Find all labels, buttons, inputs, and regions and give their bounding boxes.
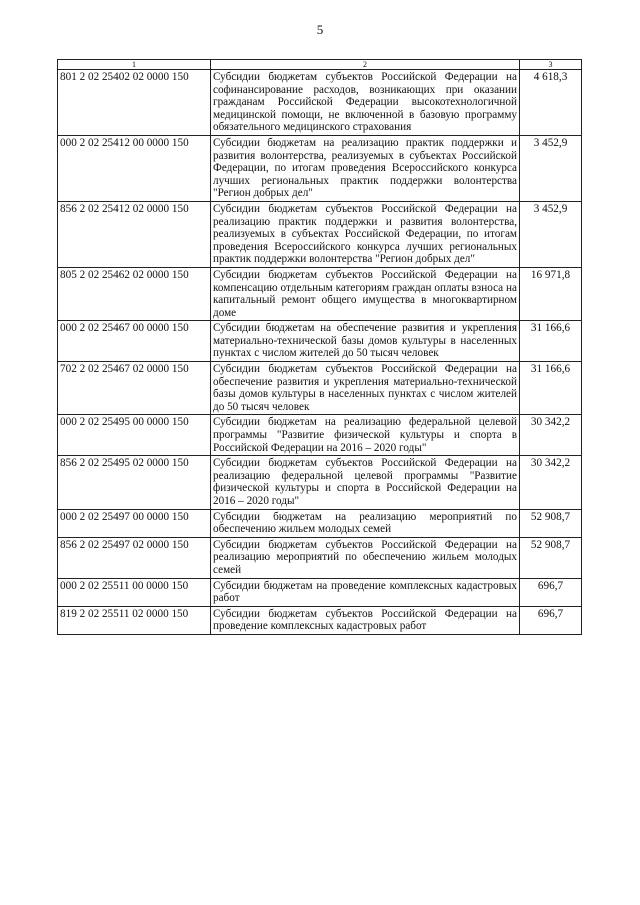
row-code: 000 2 02 25412 00 0000 150 bbox=[58, 135, 211, 201]
row-amount: 3 452,9 bbox=[520, 201, 582, 267]
table-row bbox=[58, 70, 582, 136]
row-description: Субсидии бюджетам на реализацию федеральной целевой программы "Развитие физической культуры и спорта в Российской Федерации на 2016 – 2020 годы" bbox=[211, 415, 520, 456]
table-row bbox=[58, 578, 582, 606]
row-code: 801 2 02 25402 02 0000 150 bbox=[58, 70, 211, 136]
table-row bbox=[58, 415, 582, 456]
column-header-3: 3 bbox=[520, 60, 582, 70]
table-row bbox=[58, 135, 582, 201]
column-header-1: 1 bbox=[58, 60, 211, 70]
row-description: Субсидии бюджетам субъектов Российской Федерации на проведение комплексных кадастровых работ bbox=[211, 606, 520, 634]
table-row bbox=[58, 267, 582, 320]
row-code: 856 2 02 25497 02 0000 150 bbox=[58, 537, 211, 578]
page-number: 5 bbox=[316, 22, 324, 37]
row-description: Субсидии бюджетам на реализацию мероприятий по обеспечению жильем молодых семей bbox=[211, 509, 520, 537]
row-amount: 16 971,8 bbox=[520, 267, 582, 320]
row-code: 000 2 02 25495 00 0000 150 bbox=[58, 415, 211, 456]
table-row bbox=[58, 321, 582, 362]
row-description: Субсидии бюджетам субъектов Российской Федерации на обеспечение развития и укрепления материально-технической базы домов культуры в населенных пунктах с числом жителей до 50 тысяч человек bbox=[211, 362, 520, 415]
row-code: 702 2 02 25467 02 0000 150 bbox=[58, 362, 211, 415]
row-code: 000 2 02 25467 00 0000 150 bbox=[58, 321, 211, 362]
row-amount: 30 342,2 bbox=[520, 456, 582, 509]
row-code: 805 2 02 25462 02 0000 150 bbox=[58, 267, 211, 320]
row-code: 000 2 02 25511 00 0000 150 bbox=[58, 578, 211, 606]
row-description: Субсидии бюджетам субъектов Российской Федерации на реализацию мероприятий по обеспечению жильем молодых семей bbox=[211, 537, 520, 578]
row-amount: 3 452,9 bbox=[520, 135, 582, 201]
row-code: 856 2 02 25495 02 0000 150 bbox=[58, 456, 211, 509]
row-amount: 696,7 bbox=[520, 606, 582, 634]
column-header-2: 2 bbox=[211, 60, 520, 70]
row-amount: 31 166,6 bbox=[520, 362, 582, 415]
table-row bbox=[58, 606, 582, 634]
table-row bbox=[58, 456, 582, 509]
row-amount: 4 618,3 bbox=[520, 70, 582, 136]
row-description: Субсидии бюджетам субъектов Российской Федерации на софинансирование расходов, возникающих при оказании гражданам Российской Федерации высокотехнологичной медицинской помощи, не включенной в базовую программу обязательного медицинского страхования bbox=[211, 70, 520, 136]
table-row bbox=[58, 509, 582, 537]
row-amount: 52 908,7 bbox=[520, 537, 582, 578]
row-amount: 30 342,2 bbox=[520, 415, 582, 456]
table-header-row bbox=[58, 60, 582, 70]
row-code: 000 2 02 25497 00 0000 150 bbox=[58, 509, 211, 537]
row-description: Субсидии бюджетам на проведение комплексных кадастровых работ bbox=[211, 578, 520, 606]
row-amount: 52 908,7 bbox=[520, 509, 582, 537]
budget-table bbox=[57, 59, 582, 635]
table-row bbox=[58, 362, 582, 415]
row-description: Субсидии бюджетам субъектов Российской Федерации на компенсацию отдельным категориям граждан оплаты взноса на капитальный ремонт общего имущества в многоквартирном доме bbox=[211, 267, 520, 320]
table-row bbox=[58, 537, 582, 578]
row-code: 819 2 02 25511 02 0000 150 bbox=[58, 606, 211, 634]
table-row bbox=[58, 201, 582, 267]
row-description: Субсидии бюджетам на реализацию практик поддержки и развития волонтерства, реализуемых в субъектах Российской Федерации, по итогам проведения Всероссийского конкурса лучших региональных практик поддержки волонтерства "Регион добрых дел" bbox=[211, 135, 520, 201]
row-amount: 31 166,6 bbox=[520, 321, 582, 362]
row-code: 856 2 02 25412 02 0000 150 bbox=[58, 201, 211, 267]
row-amount: 696,7 bbox=[520, 578, 582, 606]
row-description: Субсидии бюджетам субъектов Российской Федерации на реализацию практик поддержки и развития волонтерства, реализуемых в субъектах Российской Федерации, по итогам проведения Всероссийского конкурса лучших региональных практик поддержки волонтерства "Регион добрых дел" bbox=[211, 201, 520, 267]
row-description: Субсидии бюджетам на обеспечение развития и укрепления материально-технической базы домов культуры в населенных пунктах с числом жителей до 50 тысяч человек bbox=[211, 321, 520, 362]
row-description: Субсидии бюджетам субъектов Российской Федерации на реализацию федеральной целевой программы "Развитие физической культуры и спорта в Российской Федерации на 2016 – 2020 годы" bbox=[211, 456, 520, 509]
